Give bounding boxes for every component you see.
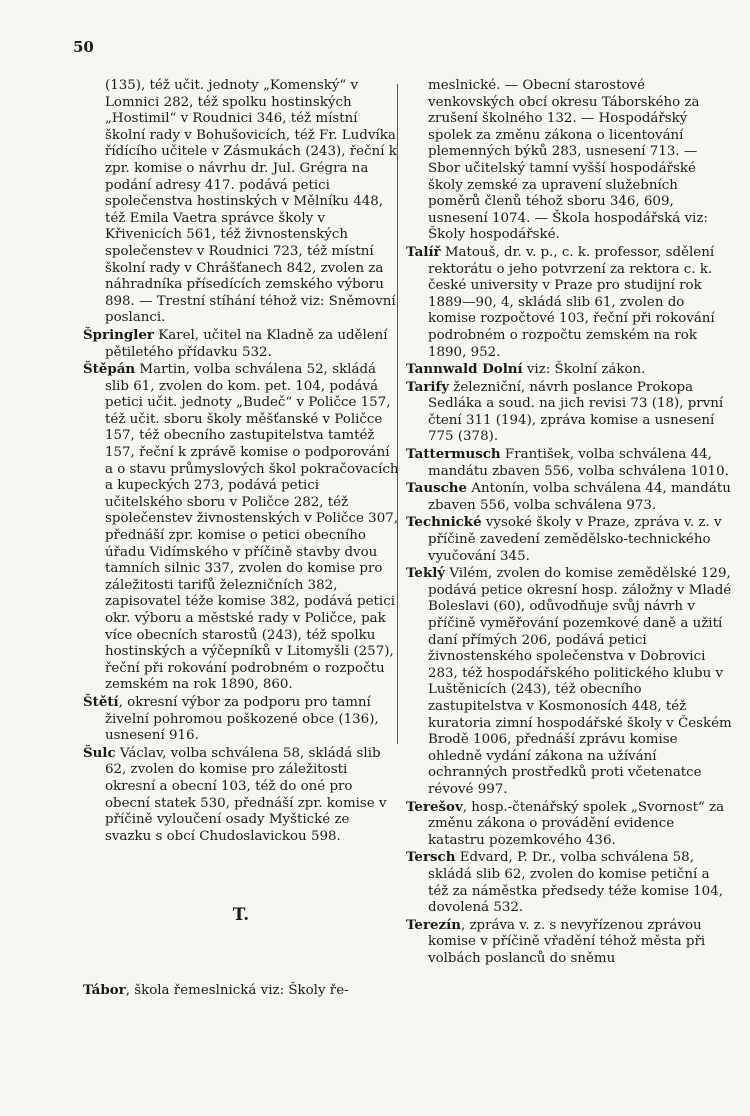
entry-headword: Talíř [406, 243, 441, 260]
entry-text: Edvard, P. Dr., volba schválena 58, skládá slib 62, zvolen do komise petiční a též za náměstka předsedy téže komise 104, dovolená 532. [428, 850, 723, 916]
index-entry [406, 514, 732, 565]
entry-text: Antonín, volba schválena 44, mandátu zbaven 556, volba schválena 973. [428, 481, 731, 513]
index-entry [406, 849, 732, 916]
entry-headword: Špringler [83, 326, 154, 343]
index-entry [83, 694, 399, 745]
entry-text: (135), též učit. jednoty „Komenský“ v Lomnici 282, též spolku hostinských „Hostimil“ v Roudnici 346, též místní školní rady v Bohušovicích, též Fr. Ludvíka řídícího učitele v Zásmukách (243), řeční k zpr. komise o návrhu dr. Jul. Grégra na podání adresy 417. podává petici společenstva hostinských v Mělníku 448, též Emila Vaetra správce školy v Křivenicích 561, též živnostenských společenstev v Roudnici 723, též místní školní rady v Chrášťanech 842, zvolen za náhradníka přísedících zemského výboru 898. — Trestní stíhání téhož viz: Sněmovní poslanci. [105, 78, 397, 326]
page-number: 50 [73, 38, 94, 56]
index-entry [406, 917, 732, 968]
entry-text: , škola řemeslnická viz: Školy ře- [125, 982, 349, 998]
index-entry [406, 78, 732, 244]
entry-text: meslnické. — Obecní starostové venkovských obcí okresu Táborského za zrušení školného 132. — Hospodářský spolek za změnu zákona o licentování plemenných býků 283, usnesení 713. — Sbor učitelský tamní vyšší hospodářské školy zemské za upravení služebních poměrů členů téhož sboru 346, 609, usnesení 1074. — Škola hospodářská viz: Školy hospodářské. [428, 78, 708, 243]
entry-headword: Tersch [406, 849, 456, 866]
section-letter: T. [232, 905, 250, 926]
index-entry [406, 446, 732, 480]
entry-headword: Tattermusch [406, 446, 501, 463]
entry-text: , zpráva v. z. s nevyřízenou zprávou komise v příčině vřadění téhož města při volbách poslanců do sněmu [428, 917, 706, 966]
entry-headword: Terezín [406, 916, 461, 933]
index-entry [83, 78, 399, 327]
entry-text: viz: Školní zákon. [522, 362, 646, 378]
index-entry [406, 565, 732, 798]
entry-text: , hosp.-čtenářský spolek „Svornost“ za změnu zákona o provádění evidence katastru pozemkového 436. [428, 799, 725, 848]
entry-headword: Terešov [406, 798, 463, 815]
index-entry [406, 244, 732, 361]
entry-text: železniční, návrh poslance Prokopa Sedláka a soud. na jich revisi 73 (18), první čtení 311 (194), zpráva komise a usnesení 775 (378). [428, 379, 724, 445]
index-entry [83, 982, 399, 1000]
index-entry [406, 361, 732, 379]
entry-headword: Štětí [83, 693, 119, 710]
entry-headword: Teklý [406, 565, 446, 582]
index-entry [406, 799, 732, 850]
left-column [83, 78, 399, 1000]
entry-headword: Tausche [406, 480, 468, 497]
entry-text: Vilém, zvolen do komise zemědělské 129, podává petice okresní hosp. záložny v Mladé Boleslavi (60), odůvodňuje svůj návrh v příčině vyměřování pozemkové daně a užití daní přímých 206, podává petici živnostenského společenstva v Dobrovici 283, též hospodářského politického klubu v Luštěnicích (243), též obecního zastupitelstva v Kosmonosích 448, též kuratoria zimní hospodářské školy v Českém Brodě 1006, přednáší zprávu komise ohledně vydání zákona na užívání ochranných prostředků proti včetenatce révové 997. [428, 566, 732, 797]
entry-text: Martin, volba schválena 52, skládá slib 61, zvolen do kom. pet. 104, podává petici učit. jednoty „Budeč“ v Poličce 157, též učit. sboru školy měšťanské v Poličce 157, též obecního zastupitelstva tamtéž 157, řeční k zprávě komise o podporování a o stavu průmyslových škol pokračovacích a kupeckých 273, podává petici učitelského sboru v Poličce 282, též společenstev živnostenských v Poličce 307, přednáší zpr. komise o petici obecního úřadu Vidímského v příčině stavby dvou tamních silnic 337, zvolen do komise pro záležitosti tarifů železničních 382, zapisovatel téže komise 382, podává petici okr. výboru a městské rady v Poličce, pak více obecních starostů (243), též spolku hostinských a výčepníků v Litomyšli (257), řeční při rokování podrobném o rozpočtu zemském na rok 1890, 860. [105, 362, 399, 693]
entry-headword: Tábor [83, 981, 126, 998]
entry-text: František, volba schválena 44, mandátu zbaven 556, volba schválena 1010. [428, 447, 729, 479]
entry-headword: Technické [406, 514, 482, 531]
entry-headword: Štěpán [83, 361, 136, 378]
entry-text: Matouš, dr. v. p., c. k. professor, sdělení rektorátu o jeho potvrzení za rektora c. k. české university v Praze pro studijní rok 1889—90, 4, skládá slib 61, zvolen do komise rozpočtové 103, řeční při rokování podrobném o rozpočtu zemském na rok 1890, 952. [428, 244, 715, 360]
index-entry [83, 361, 399, 694]
index-entry [406, 480, 732, 514]
index-entry [406, 379, 732, 446]
right-column [406, 78, 732, 967]
entry-text: Václav, volba schválena 58, skládá slib 62, zvolen do komise pro záležitosti okresní a obecní 103, též do oné pro obecní statek 530, přednáší zpr. komise v příčině vyloučení osady Myštické ze svazku s obcí Chudoslavickou 598. [105, 745, 387, 844]
entry-text: , okresní výbor za podporu pro tamní živelní pohromou poškozené obce (136), usnesení 916. [105, 694, 379, 744]
entry-headword: Tarify [406, 378, 450, 395]
index-entry [83, 745, 399, 846]
entry-text: Karel, učitel na Kladně za udělení pětiletého přídavku 532. [105, 327, 388, 360]
index-entry [83, 327, 399, 361]
entry-text: vysoké školy v Praze, zpráva v. z. v příčině zavedení zemědělsko-technického vyučování 345. [428, 515, 722, 564]
entry-headword: Tannwald Dolní [406, 361, 523, 378]
entry-headword: Šulc [83, 744, 116, 761]
